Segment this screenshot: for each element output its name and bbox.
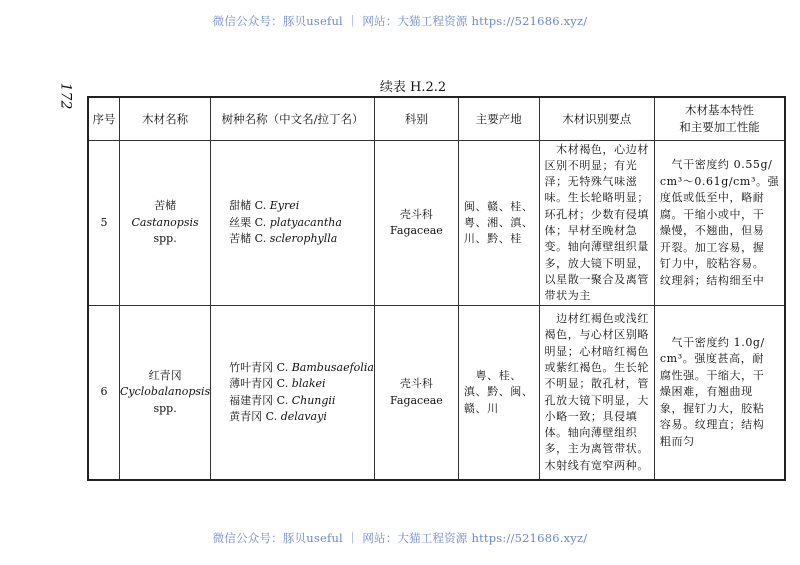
row-no: 5 xyxy=(88,141,120,306)
text-line: 木射线有宽窄两种。 xyxy=(544,458,649,472)
table-header-row xyxy=(88,97,785,141)
text-line: 小略一致；具侵填 xyxy=(544,409,638,423)
wood-name-spp: spp. xyxy=(153,232,177,246)
text-line: 多，主为离管带状。 xyxy=(544,442,649,456)
family-lat: Fagaceae xyxy=(390,393,443,407)
origin-line: 川、黔、桂 xyxy=(463,232,522,246)
family xyxy=(374,306,458,481)
text-line: 纹理斜；结构细至中 xyxy=(659,273,765,287)
species-item: 丝栗 C. platyacantha xyxy=(229,215,342,229)
species-item: 薄叶青冈 C. blakei xyxy=(229,377,326,390)
text-line: 粗而匀 xyxy=(659,434,695,448)
header-properties-line2: 和主要加工性能 xyxy=(679,120,760,134)
header-wood-name: 木材名称 xyxy=(120,97,211,141)
text-line: 区别不明显；有光 xyxy=(544,158,638,172)
watermark-top: 微信公众号：豚贝useful ｜ 网站：大猫工程资源 https://521686.xyz/ xyxy=(212,14,588,28)
wood-name-cn: 红青冈 xyxy=(148,368,182,382)
text-line: cm³～0.61g/cm³。强 xyxy=(659,174,780,188)
text-line: 褐色，与心材区别略 xyxy=(544,328,649,342)
text-line: 泽；无特殊气味滋 xyxy=(544,175,638,189)
family-lat: Fagaceae xyxy=(390,224,443,237)
wood-table xyxy=(87,96,786,481)
header-no: 序号 xyxy=(88,97,120,141)
text-line: 不明显；散孔材，管 xyxy=(544,377,649,391)
text-line: 环孔材；少数有侵填 xyxy=(544,207,649,221)
text-line: 钉力中，胶粘容易。 xyxy=(659,257,765,270)
species-item: 苦槠 C. sclerophylla xyxy=(229,232,338,246)
family xyxy=(374,141,458,306)
header-properties-line1: 木材基本特性 xyxy=(685,103,755,117)
text-line: 体；早材至晚材急 xyxy=(544,224,638,237)
text-line: 腐性强。干缩大，干 xyxy=(659,368,765,382)
table-row xyxy=(88,306,785,481)
species-item: 甜槠 C. Eyrei xyxy=(229,199,300,213)
text-line: 体。轴向薄壁组织 xyxy=(544,426,638,440)
text-line: 味。生长轮略明显； xyxy=(544,191,649,205)
text-line: 以星散一聚合及离管 xyxy=(544,272,649,286)
text-line: 腐。干缩小或中，干 xyxy=(659,207,765,221)
text-line: 气干密度约 1.0g/ xyxy=(659,335,765,349)
text-line: 度低或低至中，略耐 xyxy=(659,191,765,204)
text-line: 多，放大镜下明显， xyxy=(544,256,649,270)
text-line: 木材褐色，心边材 xyxy=(544,142,649,156)
identification xyxy=(539,141,654,306)
origin xyxy=(458,141,539,306)
text-line: 燥困难，有翘曲现 xyxy=(659,385,753,399)
text-line: 容易。纹理直；结构 xyxy=(659,418,765,432)
table-caption: 续表 H.2.2 xyxy=(379,80,447,95)
species-item: 福建青冈 C. Chungii xyxy=(229,393,336,407)
origin-line: 赣、川 xyxy=(463,401,499,415)
species-item: 黄青冈 C. delavayi xyxy=(229,410,327,423)
family-cn: 壳斗科 xyxy=(399,377,433,390)
text-line: 气干密度约 0.55g/ xyxy=(659,158,773,171)
identification xyxy=(539,306,654,481)
header-family: 科别 xyxy=(374,97,458,141)
origin xyxy=(458,306,539,481)
text-line: 象，握钉力大，胶粘 xyxy=(659,401,765,415)
wood-name xyxy=(120,306,211,481)
wood-name-lat: Cyclobalanopsis xyxy=(120,385,211,399)
page-number: 172 xyxy=(57,82,74,110)
header-origin: 主要产地 xyxy=(458,97,539,141)
table-row xyxy=(88,141,785,306)
species-list xyxy=(211,306,375,481)
text-line: 孔放大镜下明显，大 xyxy=(544,393,649,407)
properties xyxy=(654,306,785,481)
text-line: cm³。强度甚高，耐 xyxy=(659,352,764,366)
species-item: 竹叶青冈 C. Bambusaefolia xyxy=(229,360,374,374)
origin-line: 滇、黔、闽、 xyxy=(463,385,534,399)
wood-name-lat: Castanopsis xyxy=(131,215,199,229)
header-properties xyxy=(654,97,785,141)
species-list xyxy=(211,141,375,306)
text-line: 带状为主 xyxy=(544,289,591,303)
family-cn: 壳斗科 xyxy=(399,207,433,221)
text-line: 明显；心材暗红褐色 xyxy=(544,344,649,358)
text-line: 开裂。加工容易，握 xyxy=(659,240,765,254)
origin-line: 闽、赣、桂、 xyxy=(463,199,534,213)
watermark-bottom: 微信公众号：豚贝useful ｜ 网站：大猫工程资源 https://521686.xyz/ xyxy=(212,531,588,545)
text-line: 或紫红褐色。生长轮 xyxy=(544,360,649,374)
row-no: 6 xyxy=(88,306,120,481)
text-line: 边材红褐色或浅红 xyxy=(544,312,649,326)
text-line: 变。轴向薄壁组织量 xyxy=(544,240,649,254)
origin-line: 粤、湘、滇、 xyxy=(463,215,534,229)
properties xyxy=(654,141,785,306)
text-line: 燥慢，不翘曲，但易 xyxy=(659,224,765,237)
wood-name xyxy=(120,141,211,306)
origin-line: 粤、桂、 xyxy=(463,369,522,383)
header-identification: 木材识别要点 xyxy=(539,97,654,141)
wood-name-cn: 苦槠 xyxy=(154,199,177,213)
header-species: 树种名称（中文名/拉丁名） xyxy=(211,97,375,141)
wood-name-spp: spp. xyxy=(153,401,177,415)
